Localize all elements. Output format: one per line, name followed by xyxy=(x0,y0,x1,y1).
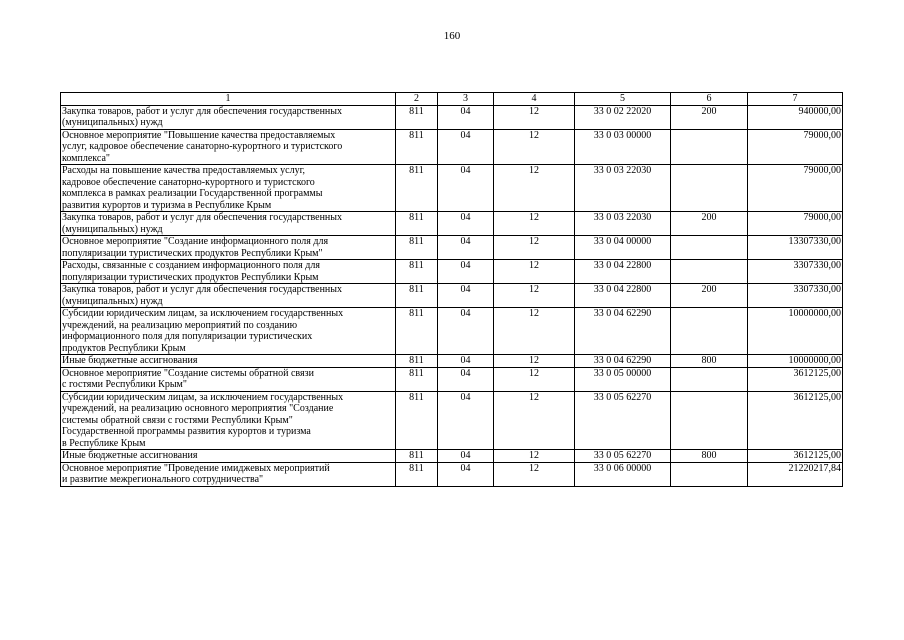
ministry-code-cell: 811 xyxy=(396,367,438,391)
section-code-cell: 04 xyxy=(438,308,494,355)
expense-name-cell xyxy=(61,308,396,355)
expense-name-cell xyxy=(61,105,396,129)
target-article-cell: 33 0 05 62270 xyxy=(575,391,671,450)
expense-name-line: учреждений, на реализацию основного мероприятия "Создание xyxy=(62,403,334,414)
table-row xyxy=(61,284,843,308)
subsection-code-cell: 12 xyxy=(494,105,575,129)
table-row xyxy=(61,450,843,463)
expense-name-cell xyxy=(61,462,396,486)
subsection-code-cell: 12 xyxy=(494,308,575,355)
expense-name-line: в Республике Крым xyxy=(62,437,146,449)
table-row xyxy=(61,308,843,355)
subsection-code-cell: 12 xyxy=(494,450,575,463)
ministry-code-cell: 811 xyxy=(396,391,438,450)
page-number: 160 xyxy=(443,30,461,42)
target-article-cell: 33 0 04 00000 xyxy=(575,236,671,260)
ministry-code-cell: 811 xyxy=(396,236,438,260)
expense-name-line: Иные бюджетные ассигнования xyxy=(62,355,198,366)
expense-name-cell xyxy=(61,165,396,212)
section-code-cell: 04 xyxy=(438,391,494,450)
expense-name-line: Иные бюджетные ассигнования xyxy=(62,450,198,461)
budget-table xyxy=(60,92,843,487)
section-code-cell: 04 xyxy=(438,260,494,284)
expense-name-line: Закупка товаров, работ и услуг для обеспечения государственных xyxy=(62,284,343,295)
target-article-cell: 33 0 04 22800 xyxy=(575,284,671,308)
target-article-cell: 33 0 04 22800 xyxy=(575,260,671,284)
section-code-cell: 04 xyxy=(438,165,494,212)
expense-name-cell xyxy=(61,367,396,391)
amount-cell: 79000,00 xyxy=(748,212,843,236)
expense-name-line: (муниципальных) нужд xyxy=(62,295,163,307)
expense-name-line: с гостями Республики Крым" xyxy=(62,379,187,390)
expense-name-line: Основное мероприятие "Создание системы обратной связи xyxy=(62,367,314,379)
expense-name-line: кадровое обеспечение санаторно-курортного и туристского xyxy=(62,176,315,188)
expense-name-cell xyxy=(61,355,396,368)
section-code-cell: 04 xyxy=(438,284,494,308)
subsection-code-cell: 12 xyxy=(494,355,575,368)
expense-name-cell xyxy=(61,236,396,260)
amount-cell: 940000,00 xyxy=(748,105,843,129)
subsection-code-cell: 12 xyxy=(494,260,575,284)
amount-cell: 3612125,00 xyxy=(748,391,843,450)
expense-name-line: Расходы, связанные с созданием информационного поля для xyxy=(62,260,320,271)
target-article-cell: 33 0 04 62290 xyxy=(575,308,671,355)
expense-type-cell: 200 xyxy=(671,105,748,129)
subsection-code-cell: 12 xyxy=(494,129,575,165)
column-header: 7 xyxy=(748,93,843,106)
subsection-code-cell: 12 xyxy=(494,212,575,236)
expense-type-cell xyxy=(671,129,748,165)
expense-name-line: развития курортов и туризма в Республике Крым xyxy=(62,199,272,211)
subsection-code-cell: 12 xyxy=(494,462,575,486)
table-row xyxy=(61,236,843,260)
section-code-cell: 04 xyxy=(438,450,494,463)
amount-cell: 3307330,00 xyxy=(748,284,843,308)
expense-name-cell xyxy=(61,212,396,236)
subsection-code-cell: 12 xyxy=(494,391,575,450)
expense-name-line: услуг, кадровое обеспечение санаторно-курортного и туристского xyxy=(62,141,343,152)
table-header-row xyxy=(61,93,843,106)
table-row xyxy=(61,391,843,450)
ministry-code-cell: 811 xyxy=(396,284,438,308)
ministry-code-cell: 811 xyxy=(396,260,438,284)
expense-name-line: Государственной программы развития курортов и туризма xyxy=(62,426,311,437)
table-row xyxy=(61,212,843,236)
table-body xyxy=(61,105,843,486)
amount-cell: 21220217,84 xyxy=(748,462,843,486)
section-code-cell: 04 xyxy=(438,355,494,368)
expense-type-cell: 200 xyxy=(671,212,748,236)
table-row xyxy=(61,129,843,165)
expense-name-cell xyxy=(61,260,396,284)
expense-name-line: и развитие межрегионального сотрудничества" xyxy=(62,474,264,485)
column-header: 5 xyxy=(575,93,671,106)
target-article-cell: 33 0 03 22030 xyxy=(575,212,671,236)
expense-type-cell xyxy=(671,462,748,486)
section-code-cell: 04 xyxy=(438,367,494,391)
subsection-code-cell: 12 xyxy=(494,165,575,212)
expense-name-line: (муниципальных) нужд xyxy=(62,223,163,235)
target-article-cell: 33 0 03 00000 xyxy=(575,129,671,165)
column-header: 1 xyxy=(61,93,396,106)
expense-name-line: популяризации туристических продуктов Республики Крым" xyxy=(62,247,323,259)
expense-name-line: Основное мероприятие "Создание информационного поля для xyxy=(62,236,329,247)
expense-type-cell xyxy=(671,308,748,355)
subsection-code-cell: 12 xyxy=(494,236,575,260)
expense-type-cell xyxy=(671,165,748,212)
expense-name-line: Субсидии юридическим лицам, за исключением государственных xyxy=(62,391,344,403)
subsection-code-cell: 12 xyxy=(494,284,575,308)
expense-type-cell xyxy=(671,391,748,450)
target-article-cell: 33 0 02 22020 xyxy=(575,105,671,129)
expense-type-cell xyxy=(671,367,748,391)
section-code-cell: 04 xyxy=(438,129,494,165)
ministry-code-cell: 811 xyxy=(396,129,438,165)
ministry-code-cell: 811 xyxy=(396,355,438,368)
expense-name-line: Закупка товаров, работ и услуг для обеспечения государственных xyxy=(62,212,343,223)
expense-name-line: учреждений, на реализацию мероприятий по созданию xyxy=(62,319,298,331)
amount-cell: 79000,00 xyxy=(748,129,843,165)
section-code-cell: 04 xyxy=(438,236,494,260)
amount-cell: 10000000,00 xyxy=(748,308,843,355)
expense-name-cell xyxy=(61,284,396,308)
expense-name-line: продуктов Республики Крым xyxy=(62,342,186,354)
amount-cell: 10000000,00 xyxy=(748,355,843,368)
target-article-cell: 33 0 05 00000 xyxy=(575,367,671,391)
table-row xyxy=(61,260,843,284)
expense-name-line: Основное мероприятие "Проведение имиджевых мероприятий xyxy=(62,462,330,474)
expense-name-line: Закупка товаров, работ и услуг для обеспечения государственных xyxy=(62,105,343,117)
expense-name-line: популяризации туристических продуктов Республики Крым xyxy=(62,271,319,283)
table-row xyxy=(61,355,843,368)
ministry-code-cell: 811 xyxy=(396,308,438,355)
column-header: 2 xyxy=(396,93,438,106)
table-row xyxy=(61,105,843,129)
expense-name-line: Основное мероприятие "Повышение качества предоставляемых xyxy=(62,129,336,141)
section-code-cell: 04 xyxy=(438,462,494,486)
amount-cell: 3612125,00 xyxy=(748,450,843,463)
target-article-cell: 33 0 05 62270 xyxy=(575,450,671,463)
expense-name-line: (муниципальных) нужд xyxy=(62,117,163,128)
expense-type-cell xyxy=(671,236,748,260)
ministry-code-cell: 811 xyxy=(396,105,438,129)
amount-cell: 3612125,00 xyxy=(748,367,843,391)
target-article-cell: 33 0 03 22030 xyxy=(575,165,671,212)
section-code-cell: 04 xyxy=(438,105,494,129)
subsection-code-cell: 12 xyxy=(494,367,575,391)
section-code-cell: 04 xyxy=(438,212,494,236)
target-article-cell: 33 0 06 00000 xyxy=(575,462,671,486)
amount-cell: 79000,00 xyxy=(748,165,843,212)
expense-name-line: Субсидии юридическим лицам, за исключением государственных xyxy=(62,308,344,319)
amount-cell: 3307330,00 xyxy=(748,260,843,284)
ministry-code-cell: 811 xyxy=(396,450,438,463)
expense-name-line: комплекса в рамках реализации Государственной программы xyxy=(62,188,323,199)
amount-cell: 13307330,00 xyxy=(748,236,843,260)
column-header: 3 xyxy=(438,93,494,106)
ministry-code-cell: 811 xyxy=(396,165,438,212)
table-row xyxy=(61,165,843,212)
expense-name-line: Расходы на повышение качества предоставляемых услуг, xyxy=(62,165,306,176)
expense-name-cell xyxy=(61,129,396,165)
column-header: 6 xyxy=(671,93,748,106)
table-row xyxy=(61,367,843,391)
expense-name-cell xyxy=(61,450,396,463)
expense-type-cell: 800 xyxy=(671,355,748,368)
expense-name-line: комплекса" xyxy=(62,152,110,164)
ministry-code-cell: 811 xyxy=(396,462,438,486)
target-article-cell: 33 0 04 62290 xyxy=(575,355,671,368)
expense-type-cell: 200 xyxy=(671,284,748,308)
expense-type-cell: 800 xyxy=(671,450,748,463)
expense-name-line: информационного поля для популяризации туристических xyxy=(62,331,313,342)
expense-type-cell xyxy=(671,260,748,284)
ministry-code-cell: 811 xyxy=(396,212,438,236)
table-row xyxy=(61,462,843,486)
expense-name-line: системы обратной связи с гостями Республики Крым" xyxy=(62,414,293,426)
column-header: 4 xyxy=(494,93,575,106)
expense-name-cell xyxy=(61,391,396,450)
